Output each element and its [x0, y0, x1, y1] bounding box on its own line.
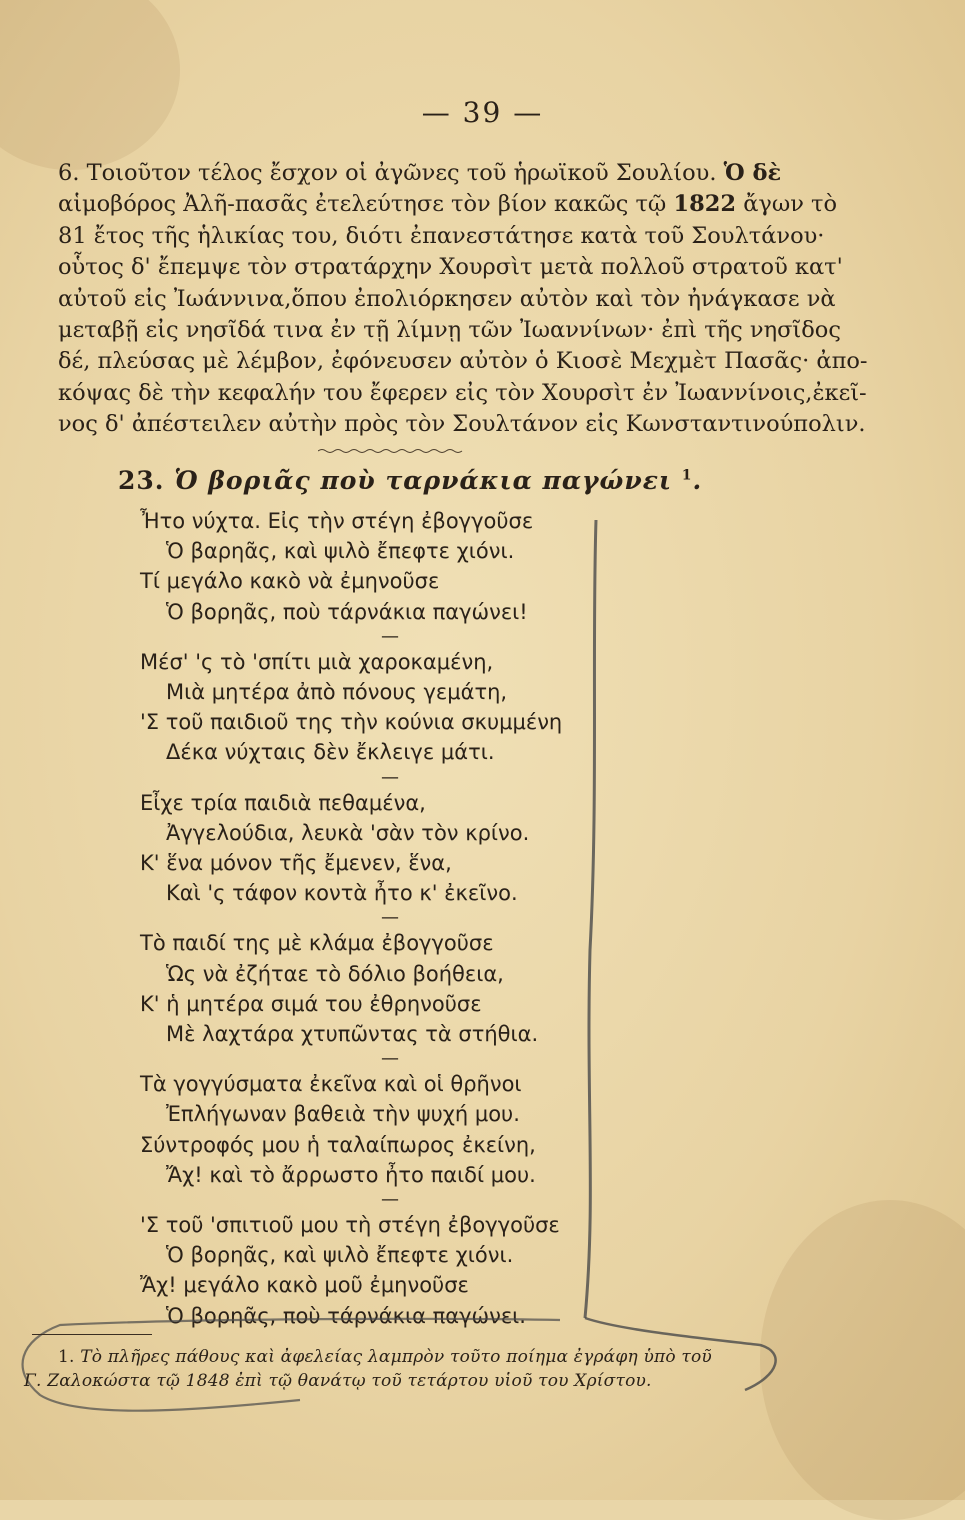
prose-line: αὐτοῦ εἰς Ἰωάννινα,ὅπου ἐπολιόρκησεν αὐτὸν καὶ τὸν ἠνάγκασε νὰ	[58, 285, 836, 312]
poem-line: Κ' ἕνα μόνον τῆς ἔμενεν, ἕνα,	[140, 851, 452, 876]
poem-title-text: Ὁ βοριᾶς ποὺ ταρνάκια παγώνει	[174, 466, 673, 495]
poem-line: Τὰ γογγύσματα ἐκεῖνα καὶ οἱ θρῆνοι	[140, 1072, 522, 1097]
poem-line: Ἦτο νύχτα. Εἰς τὴν στέγη ἐβογγοῦσε	[140, 509, 534, 533]
stanza-separator: —	[381, 625, 399, 647]
section-6-text	[58, 158, 868, 441]
footnote	[24, 1345, 778, 1393]
prose-line: 81 ἔτος τῆς ἡλικίας του, διότι ἐπανεστάτησε κατὰ τοῦ Σουλτάνου·	[58, 222, 825, 249]
poem-line: Τὸ παιδί της μὲ κλάμα ἐβογγοῦσε	[140, 931, 494, 956]
poem-line: Ὁ βορηᾶς, καὶ ψιλὸ ἔπεφτε χιόνι.	[166, 1243, 514, 1268]
prose-line: οὗτος δ' ἔπεμψε τὸν στρατάρχην Χουρσὶτ μετὰ πολλοῦ στρατοῦ κατ'	[58, 254, 843, 281]
footnote-line: 1. Τὸ πλῆρες πάθους καὶ ἀφελείας λαμπρὸν τοῦτο ποίημα ἐγράφη ὑπὸ τοῦ	[58, 1347, 712, 1367]
stanza-separator: —	[381, 907, 399, 929]
poem-line: Καὶ 'ς τάφον κοντὰ ἦτο κ' ἐκεῖνο.	[166, 881, 518, 906]
poem-line: Κ' ἡ μητέρα σιμά του ἐθρηνοῦσε	[140, 991, 482, 1016]
poem-line: Ὁ βορηᾶς, ποὺ τάρνάκια παγώνει!	[166, 599, 528, 624]
stanza-separator: —	[381, 1189, 399, 1211]
poem-line: Ἄχ! μεγάλο κακὸ μοῦ ἐμηνοῦσε	[140, 1273, 469, 1298]
prose-line: αἱμοβόρος Ἀλῆ-πασᾶς ἐτελεύτησε τὸν βίον κακῶς τῷ 1822 ἄγων τὸ	[58, 191, 838, 218]
poem-title: 23. Ὁ βοριᾶς ποὺ ταρνάκια παγώνει $^1$.	[118, 466, 703, 495]
stanza-separator: —	[381, 1048, 399, 1070]
prose-line: κόψας δὲ τὴν κεφαλήν του ἔφερεν εἰς τὸν Χουρσὶτ ἐν Ἰωαννίνοις,ἐκεῖ-	[58, 379, 867, 406]
poem-line: Μὲ λαχτάρα χτυπῶντας τὰ στήθια.	[166, 1022, 539, 1047]
prose-line: μεταβῇ εἰς νησῖδά τινα ἐν τῇ λίμνῃ τῶν Ἰωαννίνων· ἐπὶ τῆς νησῖδος	[58, 317, 841, 344]
prose-line: 6. Τοιοῦτον τέλος ἔσχον οἱ ἀγῶνες τοῦ ἡρωϊκοῦ Σουλίου. Ὁ δὲ	[58, 160, 782, 186]
poem-line: Ὡς νὰ ἐζήταε τὸ δόλιο βοήθεια,	[166, 961, 504, 986]
prose-line: νος δ' ἀπέστειλεν αὐτὴν πρὸς τὸν Σουλτάνον εἰς Κωνσταντινούπολιν.	[58, 411, 866, 438]
footnote-line: Γ. Ζαλοκώστα τῷ 1848 ἐπὶ τῷ θανάτῳ τοῦ τετάρτου υἱοῦ του Χρίστου.	[24, 1371, 652, 1391]
paper-stain	[760, 1200, 965, 1520]
poem-line: Εἶχε τρία παιδιὰ πεθαμένα,	[140, 790, 426, 815]
poem-number: 23.	[118, 466, 165, 495]
prose-line: δέ, πλεύσας μὲ λέμβον, ἐφόνευσεν αὐτὸν ὁ Κιοσὲ Μεχμὲτ Πασᾶς· ἀπο-	[58, 348, 868, 375]
poem-line: Τί μεγάλο κακὸ νὰ ἐμηνοῦσε	[140, 569, 440, 594]
poem-line: Ἀγγελούδια, λευκὰ 'σὰν τὸν κρίνο.	[166, 820, 530, 845]
stanza-separator: —	[381, 766, 399, 788]
poem-line: Ὁ βαρηᾶς, καὶ ψιλὸ ἔπεφτε χιόνι.	[166, 539, 515, 564]
poem-line: Μιὰ μητέρα ἀπὸ πόνους γεμάτη,	[166, 680, 508, 705]
poem-line: Σύντροφός μου ἡ ταλαίπωρος ἐκείνη,	[140, 1132, 536, 1157]
wavy-divider	[318, 448, 466, 454]
poem-line: Ἄχ! καὶ τὸ ἄρρωστο ἦτο παιδί μου.	[166, 1162, 536, 1187]
poem-line: 'Σ τοῦ παιδιοῦ της τὴν κούνια σκυμμένη	[140, 710, 563, 735]
poem-line: Μέσ' 'ς τὸ 'σπίτι μιὰ χαροκαμένη,	[140, 649, 494, 674]
footnote-rule	[32, 1334, 152, 1335]
poem-line: Δέκα νύχταις δὲν ἔκλειγε μάτι.	[166, 740, 495, 765]
poem-body	[140, 506, 610, 1331]
poem-line: 'Σ τοῦ 'σπιτιοῦ μου τὴ στέγη ἐβογγοῦσε	[140, 1213, 560, 1238]
page-number: — 39 —	[421, 96, 544, 129]
footnote-ref: 1	[681, 467, 693, 484]
poem-line: Ὁ βορηᾶς, ποὺ τάρνάκια παγώνει.	[166, 1303, 526, 1328]
poem-line: Ἐπλήγωναν βαθειὰ τὴν ψυχή μου.	[166, 1102, 520, 1127]
paper-stain	[0, 0, 180, 170]
